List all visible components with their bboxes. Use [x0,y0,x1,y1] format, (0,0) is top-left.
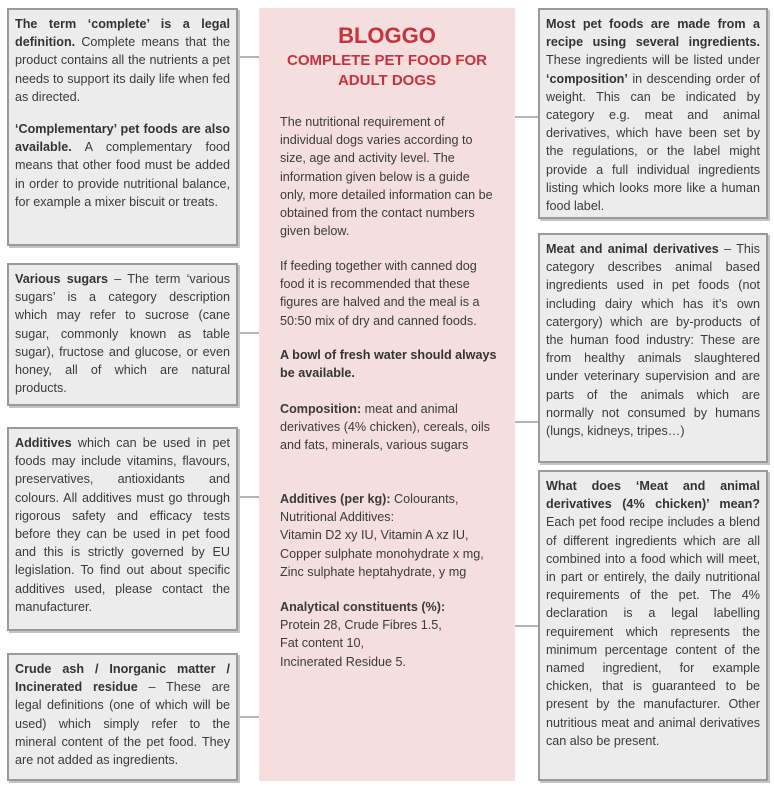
complementary-heading: ‘Complementary’ pet foods are also available. [15,122,230,155]
brand-title: BLOGGO [338,23,436,48]
meat-heading: Meat and animal derivatives [546,242,719,256]
additives-box [7,427,238,631]
chicken-heading: What does ‘Meat and animal derivatives (4% chicken)’ mean? [546,479,760,512]
additives-section [280,490,498,581]
complete-definition-box [7,8,238,246]
sugars-heading: Various sugars [15,272,109,286]
crude-ash-box [7,653,238,781]
intro-text: The nutritional requirement of individual dogs varies according to size, age and activity level. The information given below is a guide only, more detailed information can be obtained from the contact numbers given below. [280,115,493,239]
complementary-text: A complementary food means that other food must be added in order to provide nutritional balance, for example a mixer biscuit or treats. [15,140,230,209]
composition-text: meat and animal derivatives (4% chicken), cereals, oils and fats, minerals, various sugars [280,402,490,453]
various-sugars-box [7,263,238,406]
additives-line: Vitamin D2 xy IU, Vitamin A xz IU, [280,528,469,543]
recipe-box [538,8,768,219]
ash-text: – These are legal definitions (one of which will be used) which simply refer to the mineral content of the pet food. They are not added as ingredients. [15,680,231,768]
chicken-percentage-box [538,470,768,781]
composition-label: Composition: [280,402,362,416]
complementary-paragraph [15,120,230,211]
additives-text: Colourants, Nutritional Additives: [280,492,459,525]
analytical-line: Fat content 10, [280,636,365,651]
chicken-text: Each pet food recipe includes a blend of different ingredients which are all combined into a food which will meet, in part or entirely, the daily nutritional requirements of the pet. The 4% declaration is a legal labelling requirement which represents the minimum percentage content of the named ingredient, for example chicken, that is guaranteed to be present by the manufacturer. Other nutritious meat and animal derivatives can also be present. [546,515,760,748]
recipe-text-continued: in descending order of weight. This can be indicated by category e.g. meat and animal derivatives, which have been set by the regulations, or the label might provide a full individual ingredients listing which looks more like a human food label. [546,71,760,214]
sugars-text: – The term ‘various sugars’ is a category description which may refer to sucrose (cane sugar, commonly known as table sugar), fructose and glucose, or even honey, all of which are natural products. [15,272,230,396]
water-note [280,346,498,382]
additives-label: Additives (per kg): [280,492,391,506]
meat-text: – This category describes animal based ingredients used in pet foods (not including dairy which has it’s own catergory) which are by-products of the human food industry: These are from healthy animals slaughtered under veterinary supervision and are parts of the animals which are normally not consumed by humans (lungs, kidneys, tripes…) [546,242,760,439]
feeding-note [280,257,498,330]
recipe-heading: Most pet foods are made from a recipe using several ingredients. [546,17,760,50]
complete-paragraph [15,15,230,106]
composition-term: ‘composition’ [546,71,628,86]
additives-heading: Additives [15,436,72,450]
complete-heading: The term ‘complete’ is a legal definition. [15,17,230,50]
complete-text: Complete means that the product contains all the nutrients a pet needs to support its daily life when fed as directed. [15,35,230,104]
analytical-section [280,598,498,671]
additives-info-text: which can be used in pet foods may include vitamins, flavours, preservatives, antioxidants and colours. All additives must go through rigorous safety and efficacy tests before they can be used in pet food and this is strictly governed by EU legislation. To find out about specific additives used, please contact the manufacturer. [15,436,230,614]
additives-line: Copper sulphate monohydrate x mg, [280,546,484,561]
composition-section [280,400,498,455]
water-note-text: A bowl of fresh water should always be available. [280,348,497,381]
intro-paragraph [280,113,498,240]
analytical-line: Incinerated Residue 5. [280,654,407,669]
analytical-line: Protein 28, Crude Fibres 1.5, [280,618,442,633]
ash-heading: Crude ash / Inorganic matter / Incinerated residue [15,662,230,695]
product-subtitle: COMPLETE PET FOOD FOR ADULT DOGS [286,52,487,89]
meat-derivatives-box [538,233,768,463]
additives-line: Zinc sulphate heptahydrate, y mg [280,564,467,579]
recipe-text: These ingredients will be listed under [546,53,760,68]
analytical-label: Analytical constituents (%): [280,600,446,614]
feeding-note-text: If feeding together with canned dog food it is recommended that these figures are halved and the meal is a 50:50 mix of dry and canned foods. [280,259,480,328]
